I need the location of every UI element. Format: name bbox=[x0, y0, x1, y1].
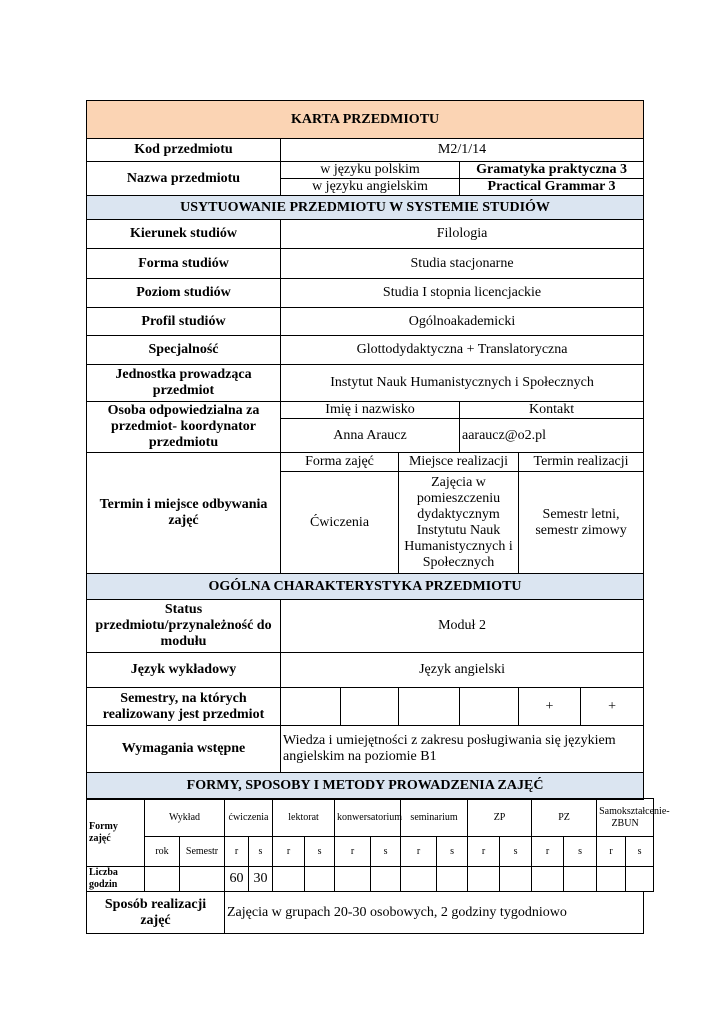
card-title: KARTA PRZEDMIOTU bbox=[87, 101, 644, 139]
nazwa-en-label: w języku angielskim bbox=[281, 179, 460, 196]
kierunek-label: Kierunek studiów bbox=[87, 220, 281, 249]
jednostka-value: Instytut Nauk Humanistycznych i Społecznych bbox=[281, 365, 644, 402]
liczba-cell bbox=[305, 867, 335, 892]
semestr-mark bbox=[281, 688, 341, 726]
liczba-cell bbox=[335, 867, 371, 892]
termin-label: Termin i miejsce odbywania zajęć bbox=[87, 453, 281, 574]
formy-sub: r bbox=[532, 837, 564, 867]
profil-value: Ogólnoakademicki bbox=[281, 308, 644, 336]
poziom-label: Poziom studiów bbox=[87, 279, 281, 308]
formy-header-cwiczenia: ćwiczenia bbox=[225, 799, 273, 837]
kod-label: Kod przedmiotu bbox=[87, 139, 281, 162]
termin-forma: Ćwiczenia bbox=[281, 472, 399, 574]
sposob-label: Sposób realizacji zajęć bbox=[87, 892, 225, 934]
formy-header-samoksztalcenie: Samokształcenie-ZBUN bbox=[597, 799, 654, 837]
semestry-label: Semestry, na których realizowany jest przedmiot bbox=[87, 688, 281, 726]
formy-sub: s bbox=[437, 837, 468, 867]
semestr-mark bbox=[460, 688, 519, 726]
osoba-name-header: Imię i nazwisko bbox=[281, 402, 460, 419]
status-value: Moduł 2 bbox=[281, 600, 644, 653]
formy-header-zp: ZP bbox=[468, 799, 532, 837]
liczba-cell bbox=[500, 867, 532, 892]
liczba-cell bbox=[437, 867, 468, 892]
liczba-cell bbox=[180, 867, 225, 892]
termin-miejsce-header: Miejsce realizacji bbox=[399, 453, 519, 472]
wymagania-label: Wymagania wstępne bbox=[87, 726, 281, 773]
section-formy: FORMY, SPOSOBY I METODY PROWADZENIA ZAJĘĆ bbox=[87, 773, 644, 800]
forma-studiow-value: Studia stacjonarne bbox=[281, 249, 644, 279]
formy-sub: s bbox=[305, 837, 335, 867]
liczba-cell bbox=[273, 867, 305, 892]
osoba-name: Anna Araucz bbox=[281, 419, 460, 453]
nazwa-pl-value: Gramatyka praktyczna 3 bbox=[460, 162, 644, 179]
osoba-label: Osoba odpowiedzialna za przedmiot- koordynator przedmiotu bbox=[87, 402, 281, 453]
formy-sub: s bbox=[371, 837, 401, 867]
jezyk-label: Język wykładowy bbox=[87, 653, 281, 688]
formy-sub: s bbox=[626, 837, 654, 867]
liczba-cell: 60 bbox=[225, 867, 249, 892]
termin-forma-header: Forma zajęć bbox=[281, 453, 399, 472]
kierunek-value: Filologia bbox=[281, 220, 644, 249]
specjalnosc-label: Specjalność bbox=[87, 336, 281, 365]
osoba-contact-header: Kontakt bbox=[460, 402, 644, 419]
formy-sub: r bbox=[225, 837, 249, 867]
semestr-mark: + bbox=[581, 688, 644, 726]
formy-sub: s bbox=[564, 837, 597, 867]
semestr-mark: + bbox=[519, 688, 581, 726]
sposob-value: Zajęcia w grupach 20-30 osobowych, 2 godziny tygodniowo bbox=[225, 892, 644, 934]
kod-value: M2/1/14 bbox=[281, 139, 644, 162]
formy-header-pz: PZ bbox=[532, 799, 597, 837]
formy-header-seminarium: seminarium bbox=[401, 799, 468, 837]
poziom-value: Studia I stopnia licencjackie bbox=[281, 279, 644, 308]
nazwa-label: Nazwa przedmiotu bbox=[87, 162, 281, 196]
section-usytuowanie: USYTUOWANIE PRZEDMIOTU W SYSTEMIE STUDIÓW bbox=[87, 196, 644, 220]
liczba-cell bbox=[468, 867, 500, 892]
termin-termin-header: Termin realizacji bbox=[519, 453, 644, 472]
formy-header-lektorat: lektorat bbox=[273, 799, 335, 837]
liczba-cell bbox=[597, 867, 626, 892]
sposob-table bbox=[86, 891, 644, 934]
course-card-table bbox=[86, 100, 644, 800]
liczba-cell: 30 bbox=[249, 867, 273, 892]
wymagania-value: Wiedza i umiejętności z zakresu posługiwania się językiem angielskim na poziomie B1 bbox=[281, 726, 644, 773]
semestr-mark bbox=[341, 688, 399, 726]
formy-header-konwersatorium: konwersatorium bbox=[335, 799, 401, 837]
forma-studiow-label: Forma studiów bbox=[87, 249, 281, 279]
formy-sub: r bbox=[335, 837, 371, 867]
formy-label: Formy zajęć bbox=[87, 799, 145, 867]
nazwa-en-value: Practical Grammar 3 bbox=[460, 179, 644, 196]
liczba-cell bbox=[564, 867, 597, 892]
formy-sub: s bbox=[249, 837, 273, 867]
formy-sub: rok bbox=[145, 837, 180, 867]
formy-sub: Semestr bbox=[180, 837, 225, 867]
formy-header-wyklad: Wykład bbox=[145, 799, 225, 837]
osoba-contact: aaraucz@o2.pl bbox=[460, 419, 644, 453]
liczba-cell bbox=[532, 867, 564, 892]
liczba-cell bbox=[371, 867, 401, 892]
formy-sub: r bbox=[468, 837, 500, 867]
jezyk-value: Język angielski bbox=[281, 653, 644, 688]
formy-sub: s bbox=[500, 837, 532, 867]
formy-sub: r bbox=[273, 837, 305, 867]
jednostka-label: Jednostka prowadząca przedmiot bbox=[87, 365, 281, 402]
semestr-mark bbox=[399, 688, 460, 726]
status-label: Status przedmiotu/przynależność do modułu bbox=[87, 600, 281, 653]
formy-table bbox=[86, 798, 670, 892]
nazwa-pl-label: w języku polskim bbox=[281, 162, 460, 179]
termin-termin: Semestr letni, semestr zimowy bbox=[519, 472, 644, 574]
liczba-godzin-label: Liczba godzin bbox=[87, 867, 145, 892]
section-charakterystyka: OGÓLNA CHARAKTERYSTYKA PRZEDMIOTU bbox=[87, 574, 644, 600]
profil-label: Profil studiów bbox=[87, 308, 281, 336]
liczba-cell bbox=[626, 867, 654, 892]
liczba-cell bbox=[145, 867, 180, 892]
formy-sub: r bbox=[597, 837, 626, 867]
liczba-cell bbox=[401, 867, 437, 892]
termin-miejsce: Zajęcia w pomieszczeniu dydaktycznym Instytutu Nauk Humanistycznych i Społecznych bbox=[399, 472, 519, 574]
specjalnosc-value: Glottodydaktyczna + Translatoryczna bbox=[281, 336, 644, 365]
formy-sub: r bbox=[401, 837, 437, 867]
